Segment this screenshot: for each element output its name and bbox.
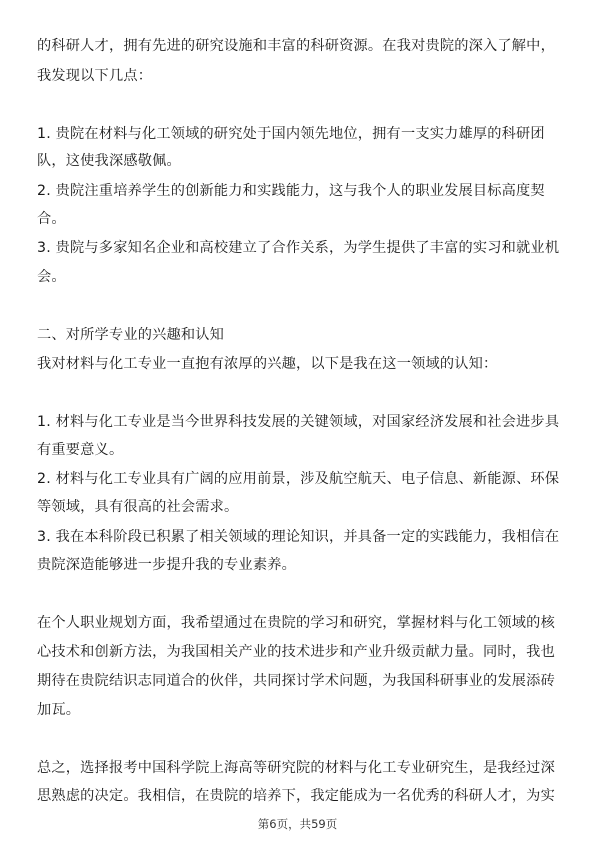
section-heading: 二、对所学专业的兴趣和认知 — [37, 327, 225, 343]
list-item-text: 3. 贵院与多家知名企业和高校建立了合作关系，为学生提供了丰富的实习和就业机 — [37, 240, 560, 256]
list-item-text: 2. 材料与化工专业具有广阔的应用前景，涉及航空航天、电子信息、新能源、环保 — [37, 471, 560, 487]
text-line: 的科研人才，拥有先进的研究设施和丰富的科研资源。在我对贵院的深入了解中， — [37, 38, 555, 54]
text-line: 我发现以下几点： — [37, 68, 153, 84]
paragraph-line: 总之，选择报考中国科学院上海高等研究院的材料与化工专业研究生，是我经过深 — [37, 760, 555, 776]
paragraph-line: 心技术和创新方法，为我国相关产业的技术进步和产业升级贡献力量。同时，我也 — [37, 644, 555, 660]
list-item-text: 1. 材料与化工专业是当今世界科技发展的关键领域，对国家经济发展和社会进步具 — [37, 414, 560, 430]
list-item-text: 3. 我在本科阶段已积累了相关领域的理论知识，并具备一定的实践能力，我相信在 — [37, 529, 560, 545]
paragraph-line: 加瓦。 — [37, 702, 81, 718]
list-item-text: 贵院深造能够进一步提升我的专业素养。 — [37, 557, 296, 573]
list-item-text: 有重要意义。 — [37, 442, 124, 458]
paragraph-line: 思熟虑的决定。我相信，在贵院的培养下，我定能成为一名优秀的科研人才，为实 — [37, 788, 555, 804]
paragraph-line: 期待在贵院结识志同道合的伙伴，共同探讨学术问题，为我国科研事业的发展添砖 — [37, 673, 555, 689]
page-number-footer: 第6页，共59页 — [257, 817, 338, 831]
paragraph-line: 在个人职业规划方面，我希望通过在贵院的学习和研究，掌握材料与化工领域的核 — [37, 615, 555, 631]
list-item-text: 合。 — [37, 211, 66, 227]
list-item-text: 等领域，具有很高的社会需求。 — [37, 499, 239, 515]
text-line: 我对材料与化工专业一直抱有浓厚的兴趣，以下是我在这一领域的认知： — [37, 356, 498, 372]
list-item-text: 会。 — [37, 269, 66, 285]
list-item-text: 1. 贵院在材料与化工领域的研究处于国内领先地位，拥有一支实力雄厚的科研团 — [37, 126, 545, 142]
list-item-text: 队，这使我深感敬佩。 — [37, 153, 181, 169]
list-item-text: 2. 贵院注重培养学生的创新能力和实践能力，这与我个人的职业发展目标高度契 — [37, 183, 545, 199]
